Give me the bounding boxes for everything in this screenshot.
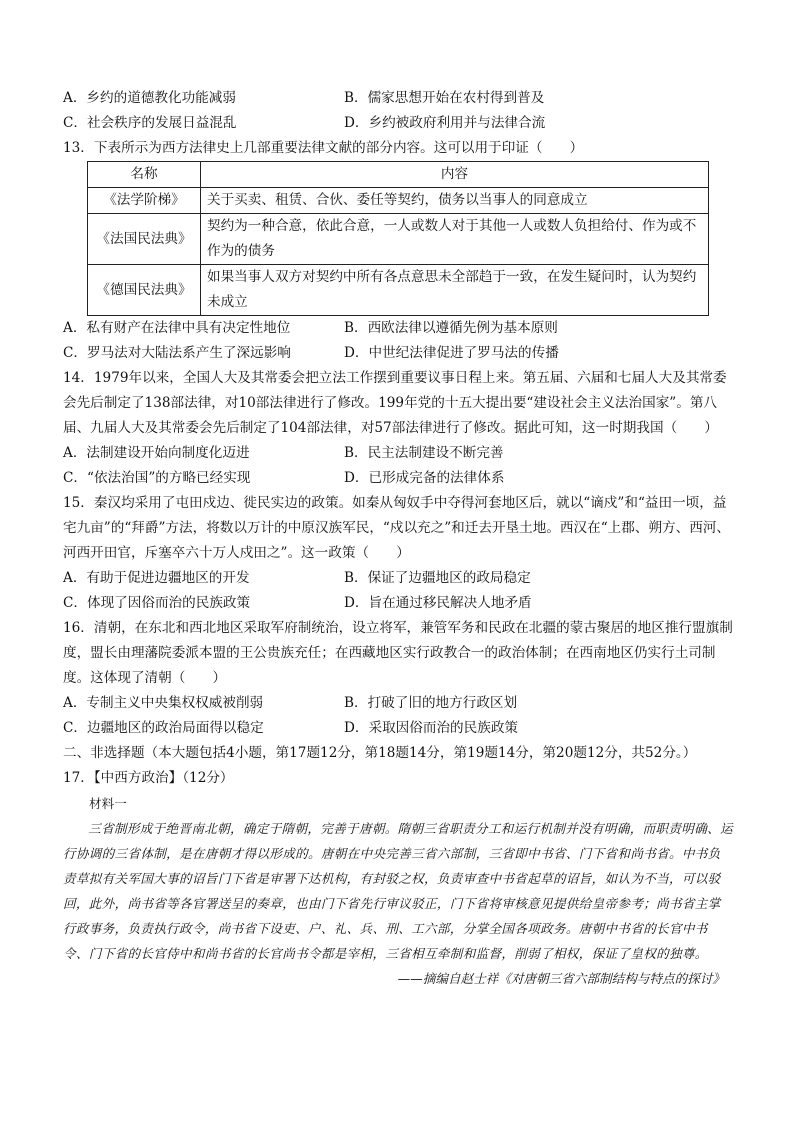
- q16-option-c: C．边疆地区的政治局面得以稳定: [63, 720, 264, 736]
- q15-option-b: B．保证了边疆地区的政局稳定: [344, 570, 531, 586]
- material-block: [63, 791, 733, 991]
- law-content: 关于买卖、租赁、合伙、委任等契约，债务以当事人的同意成立: [201, 188, 709, 214]
- q16-options-row2: [63, 716, 733, 741]
- q13-stem: 13．下表所示为西方法律史上几部重要法律文献的部分内容。这可以用于印证（ ）: [63, 140, 584, 156]
- q12-options-row1: [63, 86, 733, 111]
- q12-option-b: B．儒家思想开始在农村得到普及: [344, 90, 545, 106]
- q14-option-b: B．民主法制建设不断完善: [344, 445, 504, 461]
- q13-options-row1: [63, 316, 733, 341]
- q13-options-row2: [63, 341, 733, 366]
- q16-option-a: A．专制主义中央集权权威被削弱: [63, 695, 264, 711]
- law-table-header-content: 内容: [201, 162, 709, 188]
- q15-options-row1: [63, 566, 733, 591]
- q14-option-d: D．已形成完备的法律体系: [344, 470, 505, 486]
- law-name: 《法学阶梯》: [88, 188, 201, 214]
- q13-option-c: C．罗马法对大陆法系产生了深远影响: [63, 345, 291, 361]
- material-source: ——摘编自赵士祥《对唐朝三省六部制结构与特点的探讨》: [397, 971, 725, 986]
- q16-option-d: D．采取因俗而治的民族政策: [344, 720, 519, 736]
- q14-stem: 14．1979年以来，全国人大及其常委会把立法工作摆到重要议事日程上来。第五届、六届和七届人大及其常委会先后制定了138部法律，对10部法律进行了修改。199年党的十五大提出要“建设社会主义法治国家”。第八届、九届人大及其常委会先后制定了104部法律，对57部法律进行了修改。据此可知，这一时期我国（ ）: [63, 370, 727, 436]
- q13-option-a: A．私有财产在法律中具有决定性地位: [63, 320, 291, 336]
- table-row: [88, 265, 709, 316]
- table-row: [88, 188, 709, 214]
- material-text: 三省制形成于绝晋南北朝，确定于隋朝，完善于唐朝。隋朝三省职责分工和运行机制并没有明确，而职责明确、运行协调的三省体制，是在唐朝才得以形成的。唐朝在中央完善三省六部制，三省即中书省、门下省和尚书省。中书负责草拟有关军国大事的诏旨门下省是审署下达机构，有封驳之权，负责审查中书省起草的诏旨，如认为不当，可以驳回，此外，尚书省等各官署送呈的奏章，也由门下省先行审议驳正，门下省将审核意见提供给皇帝参考；尚书省主掌行政事务，负责执行政令，尚书省下设吏、户、礼、兵、刑、工六部，分掌全国各项政务。唐朝中书省的长官中书令、门下省的长官侍中和尚书省的长官尚书令都是宰相，三省相互牵制和监督，削弱了相权，保证了皇权的独尊。: [63, 821, 733, 961]
- q12-options-row2: [63, 111, 733, 136]
- q14-option-c: C．“依法治国”的方略已经实现: [63, 470, 251, 486]
- material-label: 材料一: [89, 796, 127, 811]
- table-row: [88, 214, 709, 265]
- q14-options-row2: [63, 466, 733, 491]
- law-content: 如果当事人双方对契约中所有各点意思未全部趋于一致，在发生疑问时，认为契约未成立: [201, 265, 709, 316]
- q13-option-d: D．中世纪法律促进了罗马法的传播: [344, 345, 559, 361]
- q14-option-a: A．法制建设开始向制度化迈进: [63, 445, 250, 461]
- exam-page: [63, 86, 733, 991]
- law-content: 契约为一种合意，依此合意，一人或数人对于其他一人或数人负担给付、作为或不作为的债务: [201, 214, 709, 265]
- law-name: 《法国民法典》: [88, 214, 201, 265]
- q13-option-b: B．西欧法律以遵循先例为基本原则: [344, 320, 558, 336]
- q15-stem: 15．秦汉均采用了屯田戍边、徙民实边的政策。如秦从匈奴手中夺得河套地区后，就以“谪戍”和“益田一顷，益宅九亩”的“拜爵”方法，将数以万计的中原汉族军民，“戍以充之”和迁去开垦土地。西汉在“上郡、朔方、西河、河西开田官，斥塞卒六十万人戍田之”。这一政策（ ）: [63, 495, 731, 561]
- q16-stem: 16．清朝，在东北和西北地区采取军府制统治，设立将军，兼管军务和民政在北疆的蒙古聚居的地区推行盟旗制度，盟长由理藩院委派本盟的王公贵族充任；在西藏地区实行政教合一的政治体制；在西南地区仍实行土司制度。这体现了清朝（ ）: [63, 620, 733, 686]
- q16-options-row1: [63, 691, 733, 716]
- q12-option-d: D．乡约被政府利用并与法律合流: [344, 115, 546, 131]
- q14-options-row1: [63, 441, 733, 466]
- law-name: 《德国民法典》: [88, 265, 201, 316]
- q15-options-row2: [63, 591, 733, 616]
- section-heading: 二、非选择题（本大题包括4小题，第17题12分，第18题14分，第19题14分，第20题12分，共52分。）: [63, 745, 697, 761]
- q16-option-b: B．打破了旧的地方行政区划: [344, 695, 518, 711]
- q15-option-a: A．有助于促进边疆地区的开发: [63, 570, 250, 586]
- q12-option-c: C．社会秩序的发展日益混乱: [63, 115, 237, 131]
- law-table: [87, 161, 709, 316]
- q15-option-c: C．体现了因俗而治的民族政策: [63, 595, 251, 611]
- q17-title: 17．【中西方政治】（12分）: [63, 770, 234, 786]
- q15-option-d: D．旨在通过移民解决人地矛盾: [344, 595, 532, 611]
- q12-option-a: A．乡约的道德教化功能减弱: [63, 90, 236, 106]
- law-table-header: [88, 162, 709, 188]
- law-table-header-name: 名称: [88, 162, 201, 188]
